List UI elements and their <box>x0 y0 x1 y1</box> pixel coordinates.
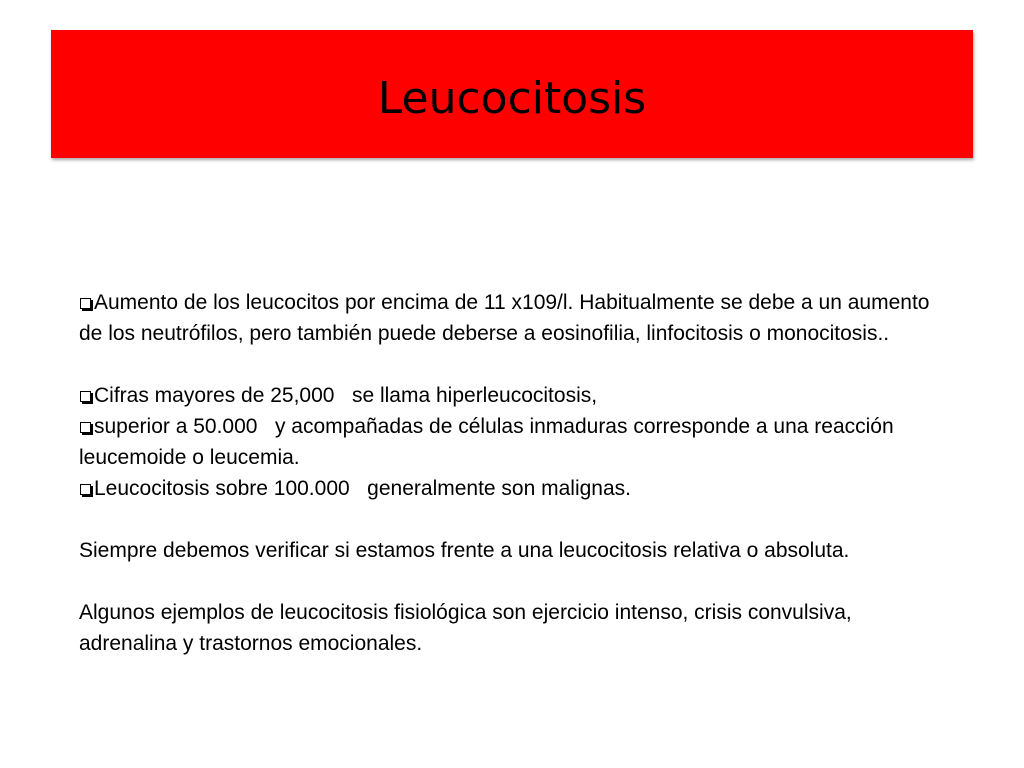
bullet-text: Leucocitosis sobre 100.000 generalmente son malignas. <box>94 477 631 500</box>
slide-body <box>79 287 949 659</box>
bullet-text: Cifras mayores de 25,000 se llama hiperleucocitosis, <box>94 384 598 407</box>
body-paragraph: Siempre debemos verificar si estamos frente a una leucocitosis relativa o absoluta. <box>79 539 850 562</box>
checkbox-square-icon <box>80 484 91 495</box>
title-banner <box>51 30 973 158</box>
body-paragraph: Algunos ejemplos de leucocitosis fisiológica son ejercicio intenso, crisis convulsiva, adrenalina y trastornos emocionales. <box>79 601 858 655</box>
bullet-text: Aumento de los leucocitos por encima de 11 x109/l. Habitualmente se debe a un aumento de los neutrófilos, pero también puede deberse a eosinofilia, linfocitosis o monocitosis.. <box>79 291 936 345</box>
checkbox-square-icon <box>80 298 91 309</box>
bullet-item <box>79 380 949 411</box>
checkbox-square-icon <box>80 422 91 433</box>
bullet-item <box>79 473 949 504</box>
bullet-item <box>79 411 949 473</box>
bullet-item <box>79 287 949 349</box>
bullet-text: superior a 50.000 y acompañadas de células inmaduras corresponde a una reacción leucemoide o leucemia. <box>79 415 900 469</box>
slide-title: Leucocitosis <box>377 72 647 124</box>
checkbox-square-icon <box>80 391 91 402</box>
